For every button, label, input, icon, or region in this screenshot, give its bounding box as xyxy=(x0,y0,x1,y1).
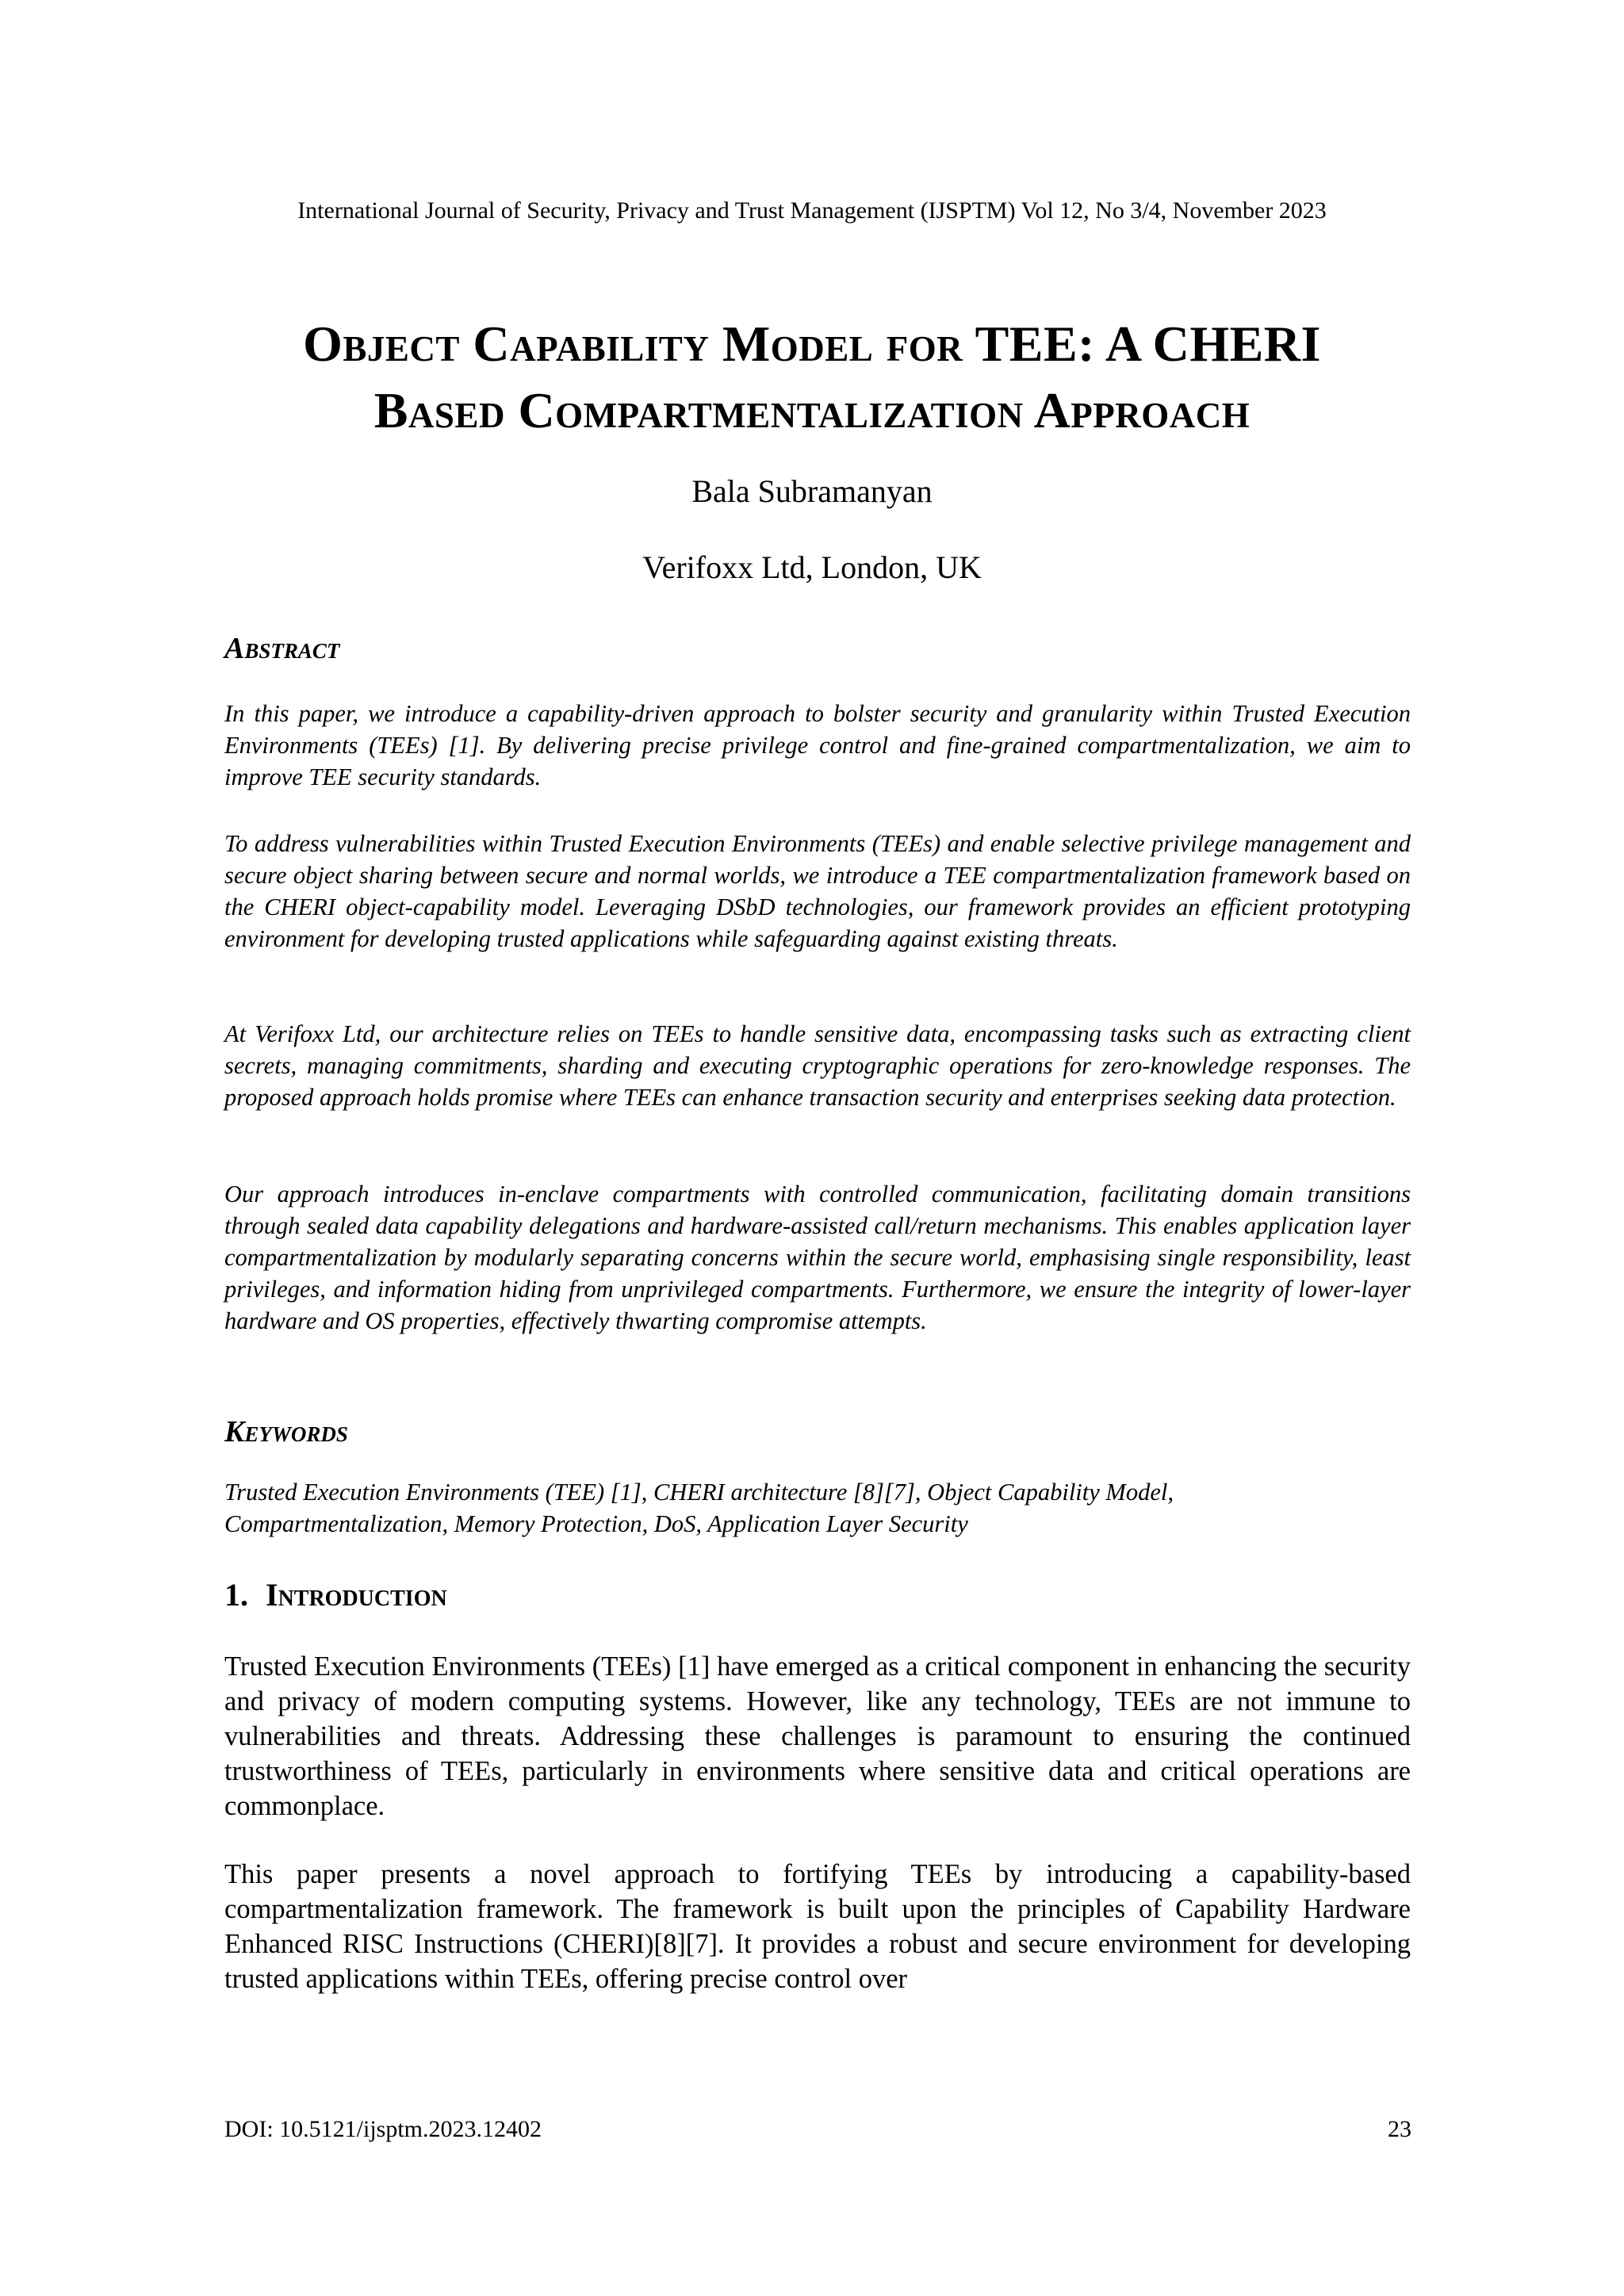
running-header: International Journal of Security, Privacy and Trust Management (IJSPTM) Vol 12, No 3/4, November 2023 xyxy=(297,197,1327,224)
page-number: 23 xyxy=(1388,2116,1411,2142)
paper-title xyxy=(159,311,1465,444)
introduction-paragraph-2: This paper presents a novel approach to fortifying TEEs by introducing a capability-based compartmentalization framework. The framework is built upon the principles of Capability Hardware Enhanced RISC Instructions (CHERI)[8][7]. It provides a robust and secure environment for developing trusted applications within TEEs, offering precise control over xyxy=(224,1859,1411,1994)
abstract-paragraph-4: Our approach introduces in-enclave compartments with controlled communication, facilitating domain transitions through sealed data capability delegations and hardware-assisted call/return mechanisms. This enables application layer compartmentalization by modularly separating concerns within the secure world, emphasising single responsibility, least privileges, and information hiding from unprivileged compartments. Furthermore, we ensure the integrity of lower-layer hardware and OS properties, effectively thwarting compromise attempts. xyxy=(224,1181,1411,1334)
keywords-heading: Keywords xyxy=(224,1415,348,1448)
author-name: Bala Subramanyan xyxy=(691,473,933,509)
footer-doi: DOI: 10.5121/ijsptm.2023.12402 xyxy=(224,2116,542,2142)
keywords-line-2: Compartmentalization, Memory Protection, DoS, Application Layer Security xyxy=(224,1510,968,1537)
abstract-heading: Abstract xyxy=(224,632,340,665)
abstract-paragraph-2: To address vulnerabilities within Trusted Execution Environments (TEEs) and enable selective privilege management and secure object sharing between secure and normal worlds, we introduce a TEE compartmentalization framework based on the CHERI object-capability model. Leveraging DSbD technologies, our framework provides an efficient prototyping environment for developing trusted applications while safeguarding against existing threats. xyxy=(224,830,1411,952)
section-title: Introduction xyxy=(266,1577,447,1613)
keywords-list xyxy=(224,1476,1411,1540)
abstract-paragraph-3: At Verifoxx Ltd, our architecture relies on TEEs to handle sensitive data, encompassing tasks such as extracting client secrets, managing commitments, sharding and executing cryptographic operations for zero-knowledge responses. The proposed approach holds promise where TEEs can enhance transaction security and enterprises seeking data protection. xyxy=(224,1020,1411,1111)
title-line-1: Object Capability Model for TEE: A CHERI xyxy=(303,316,1321,372)
introduction-heading xyxy=(224,1576,447,1614)
section-number: 1. xyxy=(224,1577,248,1613)
introduction-paragraph-1: Trusted Execution Environments (TEEs) [1] have emerged as a critical component in enhancing the security and privacy of modern computing systems. However, like any technology, TEEs are not immune to vulnerabilities and threats. Addressing these challenges is paramount to ensuring the continued trustworthiness of TEEs, particularly in environments where sensitive data and critical operations are commonplace. xyxy=(224,1651,1411,1821)
keywords-line-1: Trusted Execution Environments (TEE) [1], CHERI architecture [8][7], Object Capability Model, xyxy=(224,1479,1174,1506)
author-affiliation: Verifoxx Ltd, London, UK xyxy=(642,549,982,585)
abstract-paragraph-1: In this paper, we introduce a capability-driven approach to bolster security and granularity within Trusted Execution Environments (TEEs) [1]. By delivering precise privilege control and fine-grained compartmentalization, we aim to improve TEE security standards. xyxy=(224,700,1411,790)
title-line-2: Based Compartmentalization Approach xyxy=(373,382,1251,438)
